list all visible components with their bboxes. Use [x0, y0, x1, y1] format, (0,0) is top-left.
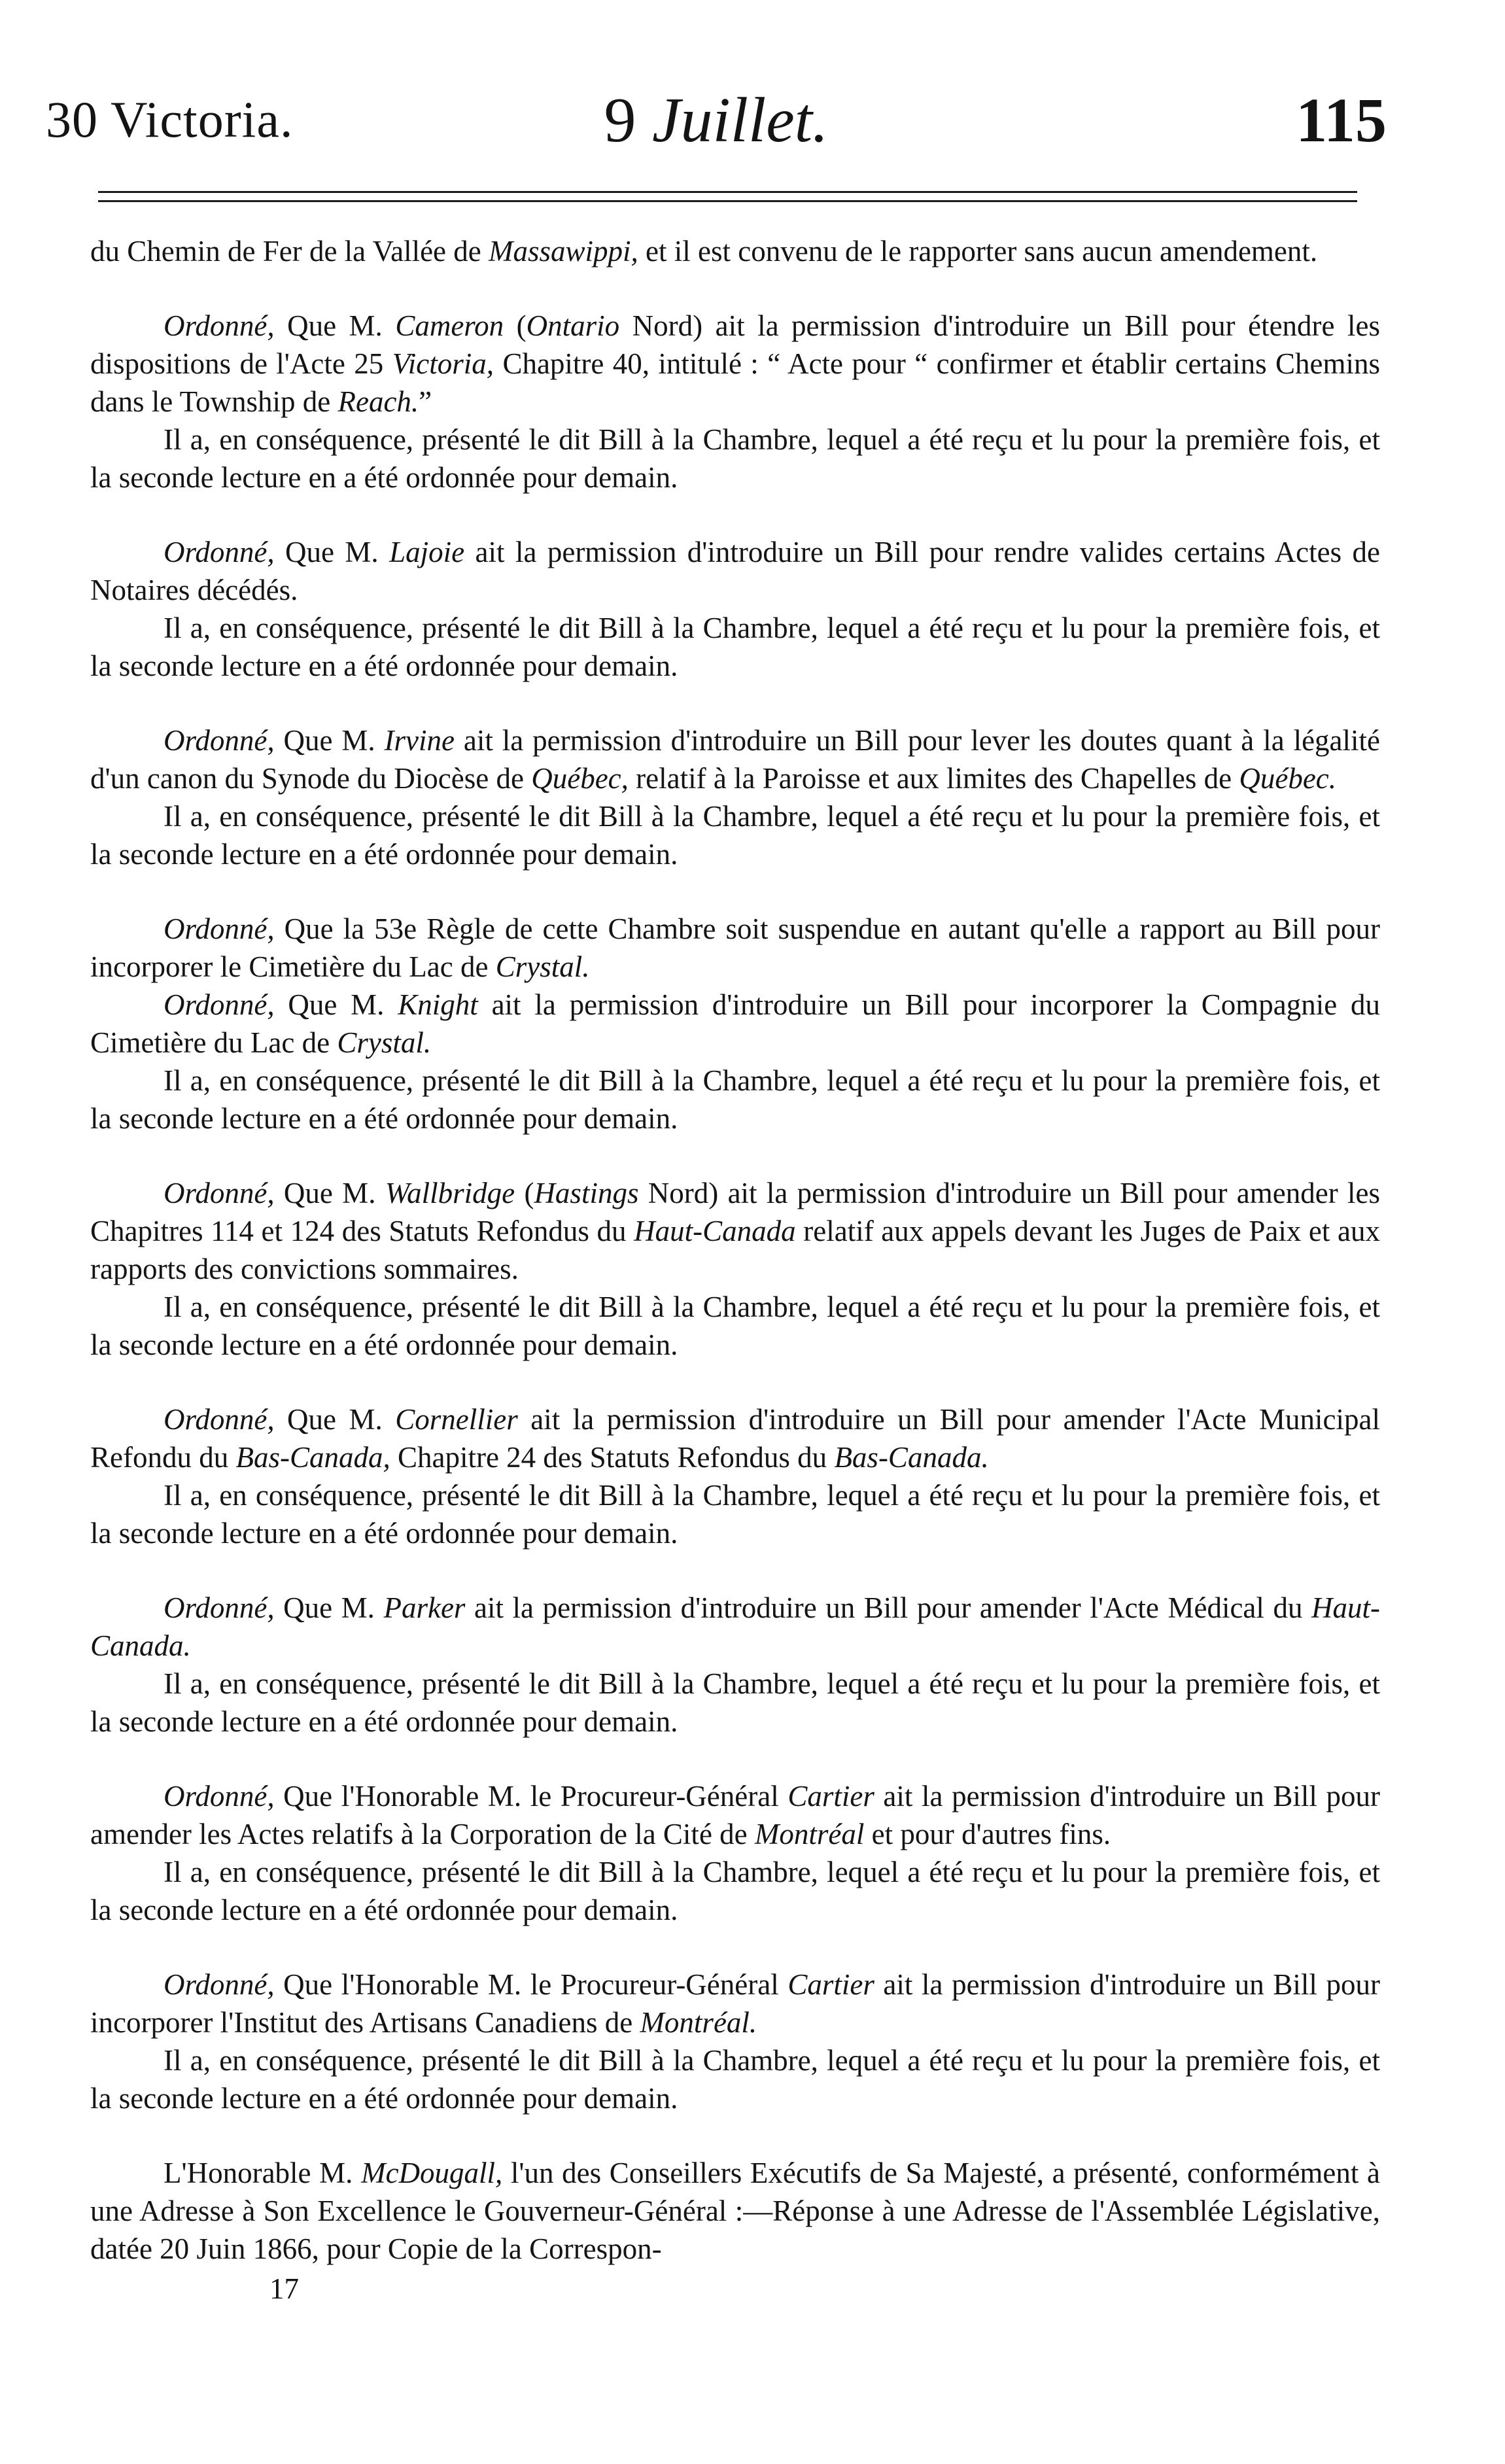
header-rule-top: [98, 191, 1357, 193]
page-number: 115: [1296, 85, 1387, 155]
header-day: 9: [604, 85, 636, 156]
signature-mark: 17: [269, 2272, 299, 2305]
section-cameron: [90, 307, 1380, 496]
paragraph: Ordonné, Que la 53e Règle de cette Chambre soit suspendue en autant qu'elle a rapport au Bill pour incorporer le Cimetière du Lac de Crystal.: [90, 912, 1380, 983]
paragraph: Ordonné, Que M. Knight ait la permission d'introduire un Bill pour incorporer la Compagnie du Cimetière du Lac de Crystal.: [90, 988, 1380, 1059]
paragraph: Ordonné, Que l'Honorable M. le Procureur-Général Cartier ait la permission d'introduire un Bill pour amender les Actes relatifs à la Corporation de la Cité de Montréal et pour d'autres fins.: [90, 1780, 1381, 1850]
section-lajoie: [90, 533, 1380, 685]
paragraph: Il a, en conséquence, présenté le dit Bill à la Chambre, lequel a été reçu et lu pour la première fois, et la seconde lecture en a été ordonnée pour demain.: [90, 1291, 1380, 1361]
section-wallbridge: [90, 1174, 1380, 1364]
paragraph: du Chemin de Fer de la Vallée de Massawippi, et il est convenu de le rapporter sans aucun amendement.: [90, 235, 1318, 268]
header-rule-bottom: [98, 200, 1357, 202]
section-crystal-rule: [90, 910, 1380, 1137]
paragraph: Il a, en conséquence, présenté le dit Bill à la Chambre, lequel a été reçu et lu pour la première fois, et la seconde lecture en a été ordonnée pour demain.: [90, 423, 1380, 494]
section-mcdougall: [90, 2154, 1380, 2268]
paragraph: L'Honorable M. McDougall, l'un des Conseillers Exécutifs de Sa Majesté, a présenté, conformément à une Adresse à Son Excellence le Gouverneur-Général :—Réponse à une Adresse de l'Assemblée Législative, datée 20 Juin 1866, pour Copie de la Correspon-: [90, 2157, 1380, 2265]
paragraph: Ordonné, Que M. Cornellier ait la permission d'introduire un Bill pour amender l'Acte Municipal Refondu du Bas-Canada, Chapitre 24 des Statuts Refondus du Bas-Canada.: [90, 1403, 1380, 1474]
paragraph: Il a, en conséquence, présenté le dit Bill à la Chambre, lequel a été reçu et lu pour la première fois, et la seconde lecture en a été ordonnée pour demain.: [90, 1667, 1380, 1738]
section-intro: [90, 232, 1380, 270]
paragraph: Il a, en conséquence, présenté le dit Bill à la Chambre, lequel a été reçu et lu pour la première fois, et la seconde lecture en a été ordonnée pour demain.: [90, 1479, 1380, 1550]
page-header: [46, 84, 1387, 162]
paragraph: Ordonné, Que M. Parker ait la permission d'introduire un Bill pour amender l'Acte Médical du Haut-Canada.: [90, 1591, 1381, 1662]
section-cartier-montreal: [90, 1777, 1380, 1929]
header-regnal-year: 30 Victoria.: [46, 91, 294, 148]
paragraph: Il a, en conséquence, présenté le dit Bill à la Chambre, lequel a été reçu et lu pour la première fois, et la seconde lecture en a été ordonnée pour demain.: [90, 1064, 1380, 1135]
paragraph: Ordonné, Que M. Wallbridge (Hastings Nord) ait la permission d'introduire un Bill pour amender les Chapitres 114 et 124 des Statuts Refondus du Haut-Canada relatif aux appels devant les Juges de Paix et aux rapports des convictions sommaires.: [90, 1177, 1381, 1285]
section-parker: [90, 1589, 1380, 1741]
page-body: [90, 232, 1380, 2268]
section-cornellier: [90, 1400, 1380, 1552]
paragraph: Ordonné, Que l'Honorable M. le Procureur-Général Cartier ait la permission d'introduire un Bill pour incorporer l'Institut des Artisans Canadiens de Montréal.: [90, 1968, 1381, 2039]
header-month: Juillet.: [652, 85, 829, 156]
header-date: [46, 84, 1387, 157]
paragraph: Il a, en conséquence, présenté le dit Bill à la Chambre, lequel a été reçu et lu pour la première fois, et la seconde lecture en a été ordonnée pour demain.: [90, 612, 1380, 682]
paragraph: Il a, en conséquence, présenté le dit Bill à la Chambre, lequel a été reçu et lu pour la première fois, et la seconde lecture en a été ordonnée pour demain.: [90, 1856, 1380, 1926]
paragraph: Il a, en conséquence, présenté le dit Bill à la Chambre, lequel a été reçu et lu pour la première fois, et la seconde lecture en a été ordonnée pour demain.: [90, 2044, 1380, 2115]
section-irvine: [90, 721, 1380, 873]
section-cartier-institut: [90, 1966, 1380, 2117]
paragraph: Ordonné, Que M. Cameron (Ontario Nord) ait la permission d'introduire un Bill pour étendre les dispositions de l'Acte 25 Victoria, Chapitre 40, intitulé : “ Acte pour “ confirmer et établir certains Chemins dans le Township de Reach.”: [90, 309, 1380, 418]
paragraph: Ordonné, Que M. Lajoie ait la permission d'introduire un Bill pour rendre valides certains Actes de Notaires décédés.: [90, 536, 1380, 606]
paragraph: Ordonné, Que M. Irvine ait la permission d'introduire un Bill pour lever les doutes quant à la légalité d'un canon du Synode du Diocèse de Québec, relatif à la Paroisse et aux limites des Chapelles de Québec.: [90, 724, 1380, 795]
paragraph: Il a, en conséquence, présenté le dit Bill à la Chambre, lequel a été reçu et lu pour la première fois, et la seconde lecture en a été ordonnée pour demain.: [90, 800, 1380, 871]
